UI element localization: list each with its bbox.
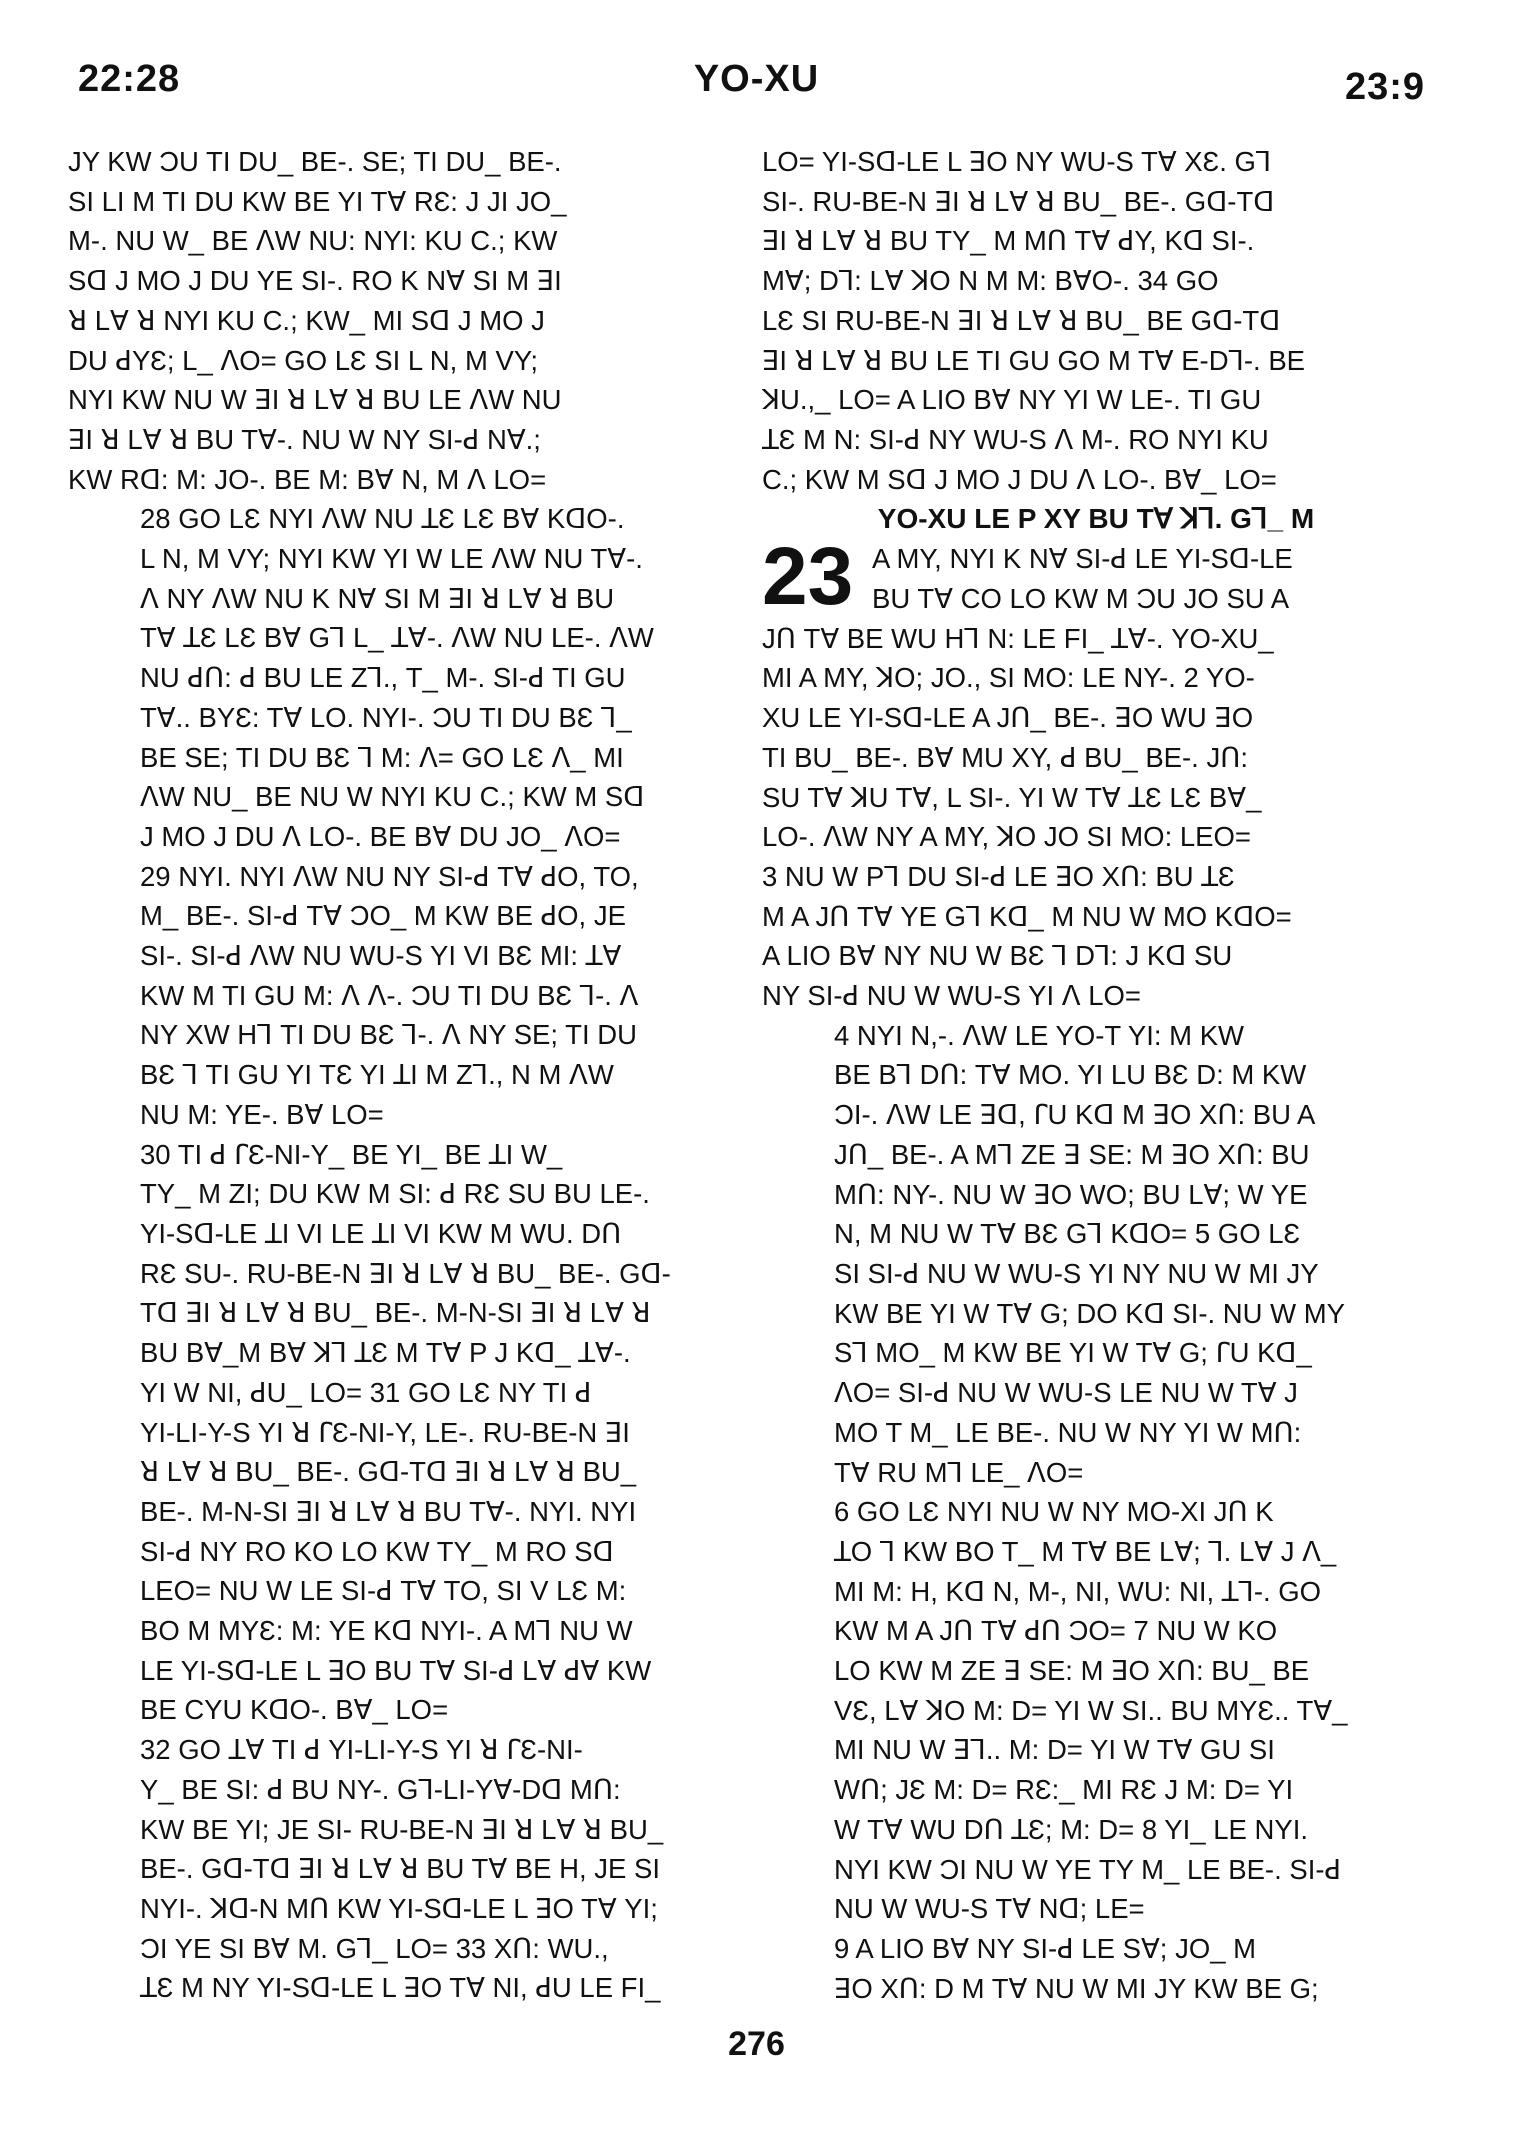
text-line: 29 NYI. NYI ꓥW NU NY SI-ꓒ Tꓯ ꓒO, TO, [140, 860, 639, 892]
header-left-reference: 22:28 [78, 58, 181, 100]
text-line: BƐ ꓶ TI GU YI TƐ YI ꓕI M Zꓶ., N M ꓥW [140, 1059, 614, 1091]
text-line: C.; KW M Sꓷ J MO J DU ꓥ LO-. Bꓯ_ LO= [762, 463, 1277, 495]
text-line: BE-. M-N-SI ꓱI ꓤ Lꓯ ꓤ BU Tꓯ-. NYI. NYI [140, 1495, 637, 1527]
text-line: SU Tꓯ ꓘU Tꓯ, L SI-. YI W Tꓯ ꓕƐ LƐ Bꓯ_ [762, 781, 1262, 813]
chapter-first-lines [762, 531, 1430, 623]
text-line: NYI KW NU W ꓱI ꓤ Lꓯ ꓤ BU LE ꓥW NU [68, 384, 562, 416]
text-line: M-. NU W_ BE ꓥW NU: NYI: KU C.; KW [68, 225, 558, 257]
text-line: Tꓯ RU Mꓶ LE_ ꓥO= [834, 1456, 1084, 1488]
text-line: BE SE; TI DU BƐ ꓶ M: ꓥ= GO LƐ ꓥ_ MI [140, 741, 624, 773]
header-right-reference: 23:9 [1344, 66, 1425, 108]
text-line: ƆI YE SI Bꓯ M. Gꓶ_ LO= 33 Xꓵ: WU., [140, 1932, 609, 1964]
text-line: NY XW Hꓶ TI DU BƐ ꓶ-. ꓥ NY SE; TI DU [140, 1019, 637, 1051]
running-header [0, 58, 1513, 128]
text-line: Mꓯ; Dꓶ: Lꓯ ꓘO N M M: BꓯO-. 34 GO [762, 265, 1219, 297]
text-line: LEO= NU W LE SI-ꓒ Tꓯ TO, SI V LƐ M: [140, 1575, 627, 1607]
chapter-start [762, 531, 1430, 1015]
text-line: ꓕƐ M N: SI-ꓒ NY WU-S ꓥ M-. RO NYI KU [762, 423, 1269, 455]
text-line: Wꓵ; JƐ M: D= RƐ:_ MI RƐ J M: D= YI [834, 1774, 1294, 1806]
text-line: NU ꓒꓵ: ꓒ BU LE Zꓶ., T_ M-. SI-ꓒ TI GU [140, 662, 626, 694]
text-line: SI LI M TI DU KW BE YI Tꓯ RƐ: J JI JO_ [68, 185, 567, 217]
text-line: SI-. SI-ꓒ ꓥW NU WU-S YI VI BƐ MI: ꓕꓯ [140, 940, 622, 972]
text-line: 32 GO ꓕꓯ TI ꓒ YI-LI-Y-S YI ꓤ ꓩƐ-NI- [140, 1734, 583, 1766]
text-line: ƆI-. ꓥW LE ꓱꓷ, ꓩU Kꓷ M ꓱO Xꓵ: BU A [834, 1099, 1316, 1131]
text-line: W Tꓯ WU Dꓵ ꓕƐ; M: D= 8 YI_ LE NYI. [834, 1813, 1308, 1845]
text-line: LO-. ꓥW NY A MY, ꓘO JO SI MO: LEO= [762, 821, 1251, 853]
text-line: ꓕƐ M NY YI-Sꓷ-LE L ꓱO Tꓯ NI, ꓒU LE FI_ [140, 1972, 661, 2004]
left-paragraph-3 [68, 1135, 733, 1731]
text-line: ꓥW NU_ BE NU W NYI KU C.; KW M Sꓷ [140, 781, 645, 813]
text-line: LƐ SI RU-BE-N ꓱI ꓤ Lꓯ ꓤ BU_ BE Gꓷ-Tꓷ [762, 304, 1281, 336]
text-line: Jꓵ Tꓯ BE WU Hꓶ N: LE FI_ ꓕꓯ-. YO-XU_ [762, 622, 1274, 654]
text-line: LO KW M ZE ꓱ SE: M ꓱO Xꓵ: BU_ BE [834, 1655, 1310, 1687]
text-line: Sꓶ MO_ M KW BE YI W Tꓯ G; ꓩU Kꓷ_ [834, 1337, 1312, 1369]
section-heading: YO-XU LE P XY BU Tꓯ ꓘꓶ. Gꓶ_ M [877, 503, 1315, 535]
text-line: ꓱO Xꓵ: D M Tꓯ NU W MI JY KW BE G; [834, 1972, 1319, 2004]
text-line: 6 GO LƐ NYI NU W NY MO-XI Jꓵ K [834, 1496, 1274, 1528]
text-line: DU ꓒYƐ; L_ ꓥO= GO LƐ SI L N, M VY; [68, 344, 539, 376]
text-line: 30 TI ꓒ ꓩƐ-NI-Y_ BE YI_ BE ꓕI W_ [140, 1138, 563, 1170]
text-line: XU LE YI-Sꓷ-LE A Jꓵ_ BE-. ꓱO WU ꓱO [762, 702, 1254, 734]
text-line: TY_ M ZI; DU KW M SI: ꓒ RƐ SU BU LE-. [140, 1178, 650, 1210]
text-line: MI NU W ꓱꓶ.. M: D= YI W Tꓯ GU SI [834, 1734, 1275, 1766]
text-line: KW BE YI W Tꓯ G; DO Kꓷ SI-. NU W MY [834, 1297, 1346, 1329]
text-line: Mꓵ: NY-. NU W ꓱO WO; BU Lꓯ; W YE [834, 1178, 1308, 1210]
text-line: ꓱI ꓤ Lꓯ ꓤ BU TY_ M Mꓵ Tꓯ ꓒY, Kꓷ SI-. [762, 225, 1255, 257]
left-paragraph-1 [68, 142, 733, 499]
text-line: J MO J DU ꓥ LO-. BE Bꓯ DU JO_ ꓥO= [140, 820, 621, 852]
text-line: 4 NYI N,-. ꓥW LE YO-T YI: M KW [834, 1019, 1244, 1051]
text-line: ꓘU.,_ LO= A LIO Bꓯ NY YI W LE-. TI GU [762, 384, 1262, 416]
text-line: Tꓯ.. BYƐ: Tꓯ LO. NYI-. ƆU TI DU BƐ ꓶ_ [140, 701, 632, 733]
text-line: KW M A Jꓵ Tꓯ ꓒꓵ ƆO= 7 NU W KO [834, 1615, 1278, 1647]
text-line: Y_ BE SI: ꓒ BU NY-. Gꓶ-LI-Yꓯ-Dꓷ Mꓵ: [140, 1773, 621, 1805]
right-paragraph-1 [762, 142, 1430, 499]
right-paragraph-5 [762, 1929, 1430, 2008]
text-line: ꓱI ꓤ Lꓯ ꓤ BU Tꓯ-. NU W NY SI-ꓒ Nꓯ.; [68, 423, 541, 455]
right-column [762, 142, 1430, 2008]
text-line: 28 GO LƐ NYI ꓥW NU ꓕƐ LƐ Bꓯ KꓷO-. [140, 503, 625, 535]
right-paragraph-3 [762, 1016, 1430, 1492]
text-line: Tꓷ ꓱI ꓤ Lꓯ ꓤ BU_ BE-. M-N-SI ꓱI ꓤ Lꓯ ꓤ [140, 1297, 651, 1329]
text-line: YI W NI, ꓒU_ LO= 31 GO LƐ NY TI ꓒ [140, 1376, 592, 1408]
text-line: BE-. Gꓷ-Tꓷ ꓱI ꓤ Lꓯ ꓤ BU Tꓯ BE H, JE SI [140, 1853, 660, 1885]
text-line: 3 NU W Pꓶ DU SI-ꓒ LE ꓱO Xꓵ: BU ꓕƐ [762, 860, 1235, 892]
text-line: SI SI-ꓒ NU W WU-S YI NY NU W MI JY [834, 1257, 1319, 1289]
text-line: Sꓷ J MO J DU YE SI-. RO K Nꓯ SI M ꓱI [68, 265, 562, 297]
text-line: Tꓯ ꓕƐ LƐ Bꓯ Gꓶ L_ ꓕꓯ-. ꓥW NU LE-. ꓥW [140, 622, 654, 654]
text-line: JY KW ƆU TI DU_ BE-. SE; TI DU_ BE-. [68, 146, 562, 177]
text-line: ꓤ Lꓯ ꓤ BU_ BE-. Gꓷ-Tꓷ ꓱI ꓤ Lꓯ ꓤ BU_ [140, 1456, 637, 1488]
text-line: A MY, NYI K Nꓯ SI-ꓒ LE YI-Sꓷ-LE [872, 543, 1293, 575]
text-line: MI A MY, ꓘO; JO., SI MO: LE NY-. 2 YO- [762, 662, 1255, 694]
text-line: TI BU_ BE-. Bꓯ MU XY, ꓒ BU_ BE-. Jꓵ: [762, 741, 1248, 773]
text-line: BE Bꓶ Dꓵ: Tꓯ MO. YI LU BƐ D: M KW [834, 1059, 1307, 1091]
header-book-title: YO-XU [693, 58, 820, 100]
text-line: ꓤ Lꓯ ꓤ NYI KU C.; KW_ MI Sꓷ J MO J [68, 304, 545, 336]
text-line: BO M MYƐ: M: YE Kꓷ NYI-. A Mꓶ NU W [140, 1615, 633, 1647]
text-line: NYI KW ƆI NU W YE TY M_ LE BE-. SI-ꓒ [834, 1853, 1342, 1885]
text-line: NU M: YE-. Bꓯ LO= [140, 1098, 384, 1130]
text-line: MI M: H, Kꓷ N, M-, NI, WU: NI, ꓕꓶ-. GO [834, 1575, 1322, 1607]
text-line: A LIO Bꓯ NY NU W BƐ ꓶ Dꓶ: J Kꓷ SU [762, 940, 1233, 972]
text-line: KW BE YI; JE SI- RU-BE-N ꓱI ꓤ Lꓯ ꓤ BU_ [140, 1813, 664, 1845]
text-line: ꓥ NY ꓥW NU K Nꓯ SI M ꓱI ꓤ Lꓯ ꓤ BU [140, 582, 615, 614]
text-line: ꓕO ꓶ KW BO T_ M Tꓯ BE Lꓯ; ꓶ. Lꓯ J ꓥ_ [834, 1535, 1337, 1567]
text-line: 9 A LIO Bꓯ NY SI-ꓒ LE Sꓯ; JO_ M [834, 1932, 1257, 1964]
text-line: NU W WU-S Tꓯ Nꓷ; LE= [834, 1893, 1145, 1925]
text-line: M A Jꓵ Tꓯ YE Gꓶ Kꓷ_ M NU W MO KꓷO= [762, 900, 1292, 932]
text-line: KW M TI GU M: ꓥ ꓥ-. ƆU TI DU BƐ ꓶ-. ꓥ [140, 979, 639, 1011]
text-line: VƐ, Lꓯ ꓘO M: D= YI W SI.. BU MYƐ.. Tꓯ_ [834, 1694, 1348, 1726]
right-paragraph-4 [762, 1492, 1430, 1929]
text-line: YI-Sꓷ-LE ꓕI VI LE ꓕI VI KW M WU. Dꓵ [140, 1217, 622, 1249]
text-line: KW Rꓷ: M: JO-. BE M: Bꓯ N, M ꓥ LO= [68, 463, 547, 495]
text-line: BU Bꓯ_M Bꓯ ꓘꓶ ꓕƐ M Tꓯ P J Kꓷ_ ꓕꓯ-. [140, 1337, 631, 1369]
text-line: ꓥO= SI-ꓒ NU W WU-S LE NU W Tꓯ J [834, 1377, 1298, 1409]
chapter-paragraph [762, 619, 1430, 1016]
text-line: BU Tꓯ CO LO KW M ƆU JO SU A [872, 583, 1290, 615]
text-line: SI-. RU-BE-N ꓱI ꓤ Lꓯ ꓤ BU_ BE-. Gꓷ-Tꓷ [762, 185, 1275, 217]
text-line: M_ BE-. SI-ꓒ Tꓯ ƆO_ M KW BE ꓒO, JE [140, 900, 626, 932]
text-line: BE CYU KꓷO-. Bꓯ_ LO= [140, 1694, 449, 1726]
text-line: RƐ SU-. RU-BE-N ꓱI ꓤ Lꓯ ꓤ BU_ BE-. Gꓷ- [140, 1257, 671, 1289]
text-line: L N, M VY; NYI KW YI W LE ꓥW NU Tꓯ-. [140, 543, 643, 575]
left-paragraph-4 [68, 1730, 733, 2008]
text-line: SI-ꓒ NY RO KO LO KW TY_ M RO Sꓷ [140, 1535, 614, 1567]
left-paragraph-2 [68, 499, 733, 1134]
page-number: 276 [728, 2025, 785, 2063]
text-line: Jꓵ_ BE-. A Mꓶ ZE ꓱ SE: M ꓱO Xꓵ: BU [834, 1138, 1310, 1170]
text-line: NY SI-ꓒ NU W WU-S YI ꓥ LO= [762, 980, 1141, 1012]
text-line: LO= YI-Sꓷ-LE L ꓱO NY WU-S Tꓯ XƐ. Gꓶ [762, 146, 1272, 177]
text-line: YI-LI-Y-S YI ꓤ ꓩƐ-NI-Y, LE-. RU-BE-N ꓱI [140, 1416, 630, 1448]
text-line: NYI-. ꓘꓷ-N Mꓵ KW YI-Sꓷ-LE L ꓱO Tꓯ YI; [140, 1892, 658, 1924]
text-line: ꓱI ꓤ Lꓯ ꓤ BU LE TI GU GO M Tꓯ E-Dꓶ-. BE [762, 344, 1306, 376]
left-column [68, 142, 733, 2008]
text-line: LE YI-Sꓷ-LE L ꓱO BU Tꓯ SI-ꓒ Lꓯ ꓒꓯ KW [140, 1654, 652, 1686]
text-line: MO T M_ LE BE-. NU W NY YI W Mꓵ: [834, 1416, 1302, 1448]
text-line: N, M NU W Tꓯ BƐ Gꓶ KꓷO= 5 GO LƐ [834, 1218, 1301, 1250]
chapter-number: 23 [762, 531, 854, 623]
